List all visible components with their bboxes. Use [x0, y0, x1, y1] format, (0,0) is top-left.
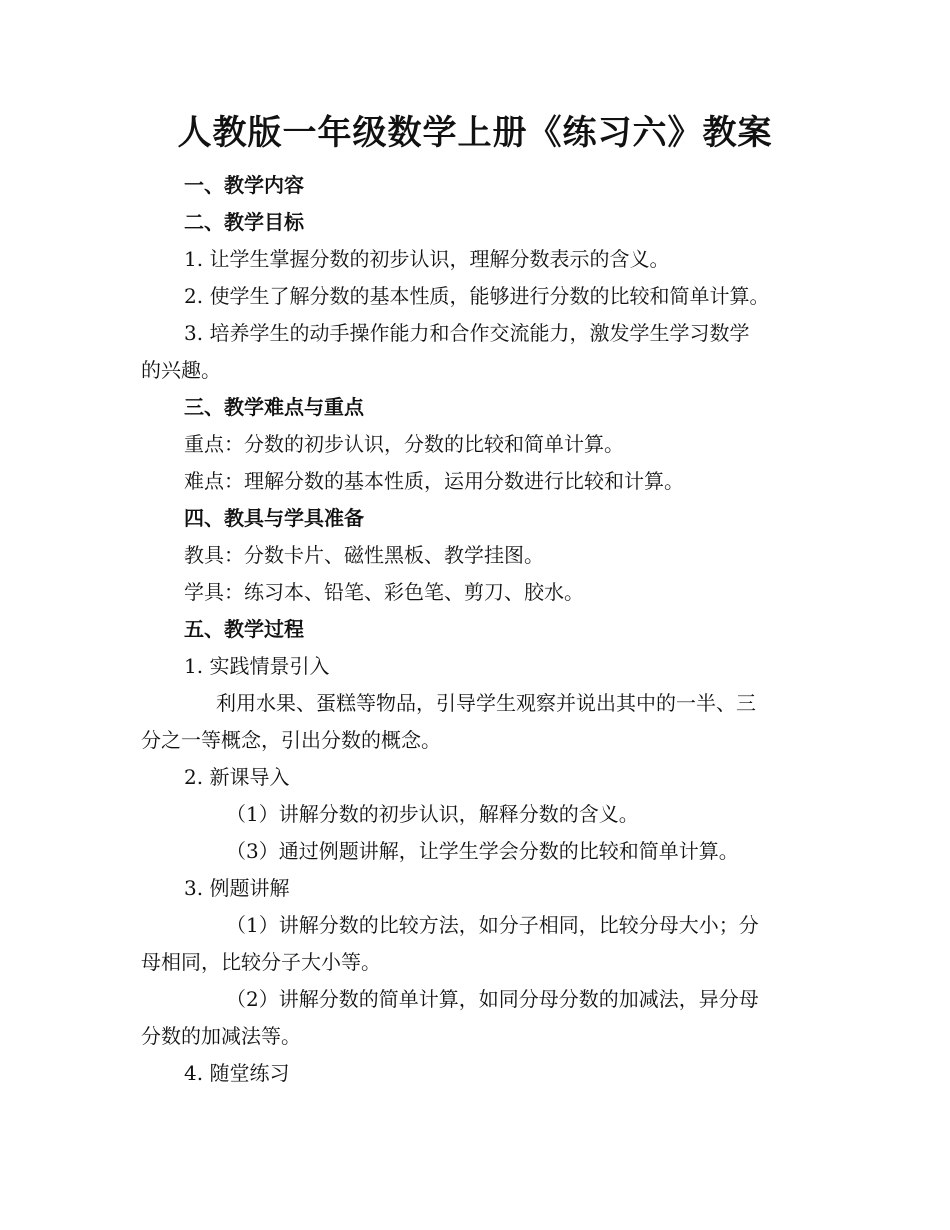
process-step-3: 3. 例题讲解: [184, 876, 290, 900]
focus-point: 重点：分数的初步认识，分数的比较和简单计算。: [184, 432, 624, 456]
objective-1: 1. 让学生掌握分数的初步认识，理解分数表示的含义。: [184, 247, 670, 271]
process-step-4: 4. 随堂练习: [184, 1061, 290, 1085]
teacher-materials: 教具：分数卡片、磁性黑板、教学挂图。: [184, 543, 544, 567]
process-step-2: 2. 新课导入: [184, 765, 290, 789]
objective-2: 2. 使学生了解分数的基本性质，能够进行分数的比较和简单计算。: [184, 284, 770, 308]
section-teaching-process: 五、教学过程: [184, 617, 304, 641]
section-teaching-objectives: 二、教学目标: [184, 210, 304, 234]
document-title: 人教版一年级数学上册《练习六》教案: [177, 113, 773, 153]
process-step-2-item-1: （1）讲解分数的初步认识，解释分数的含义。: [226, 802, 639, 826]
difficulty-point: 难点：理解分数的基本性质，运用分数进行比较和计算。: [184, 469, 684, 493]
process-step-3-item-1-line-1: （1）讲解分数的比较方法，如分子相同，比较分母大小；分: [226, 913, 759, 937]
section-materials: 四、教具与学具准备: [184, 506, 364, 530]
objective-3-line-2: 的兴趣。: [141, 358, 221, 382]
process-step-2-item-2: （3）通过例题讲解，让学生学会分数的比较和简单计算。: [226, 839, 739, 863]
process-step-3-item-2-line-2: 分数的加减法等。: [141, 1024, 301, 1048]
process-step-1: 1. 实践情景引入: [184, 654, 330, 678]
section-teaching-content: 一、教学内容: [184, 173, 304, 197]
process-step-1-text-line-1: 利用水果、蛋糕等物品，引导学生观察并说出其中的一半、三: [216, 691, 756, 715]
process-step-3-item-1-line-2: 母相同，比较分子大小等。: [141, 950, 381, 974]
student-materials: 学具：练习本、铅笔、彩色笔、剪刀、胶水。: [184, 580, 584, 604]
objective-3-line-1: 3. 培养学生的动手操作能力和合作交流能力，激发学生学习数学: [184, 321, 750, 345]
process-step-1-text-line-2: 分之一等概念，引出分数的概念。: [141, 728, 441, 752]
process-step-3-item-2-line-1: （2）讲解分数的简单计算，如同分母分数的加减法，异分母: [226, 987, 759, 1011]
section-key-points: 三、教学难点与重点: [184, 395, 364, 419]
